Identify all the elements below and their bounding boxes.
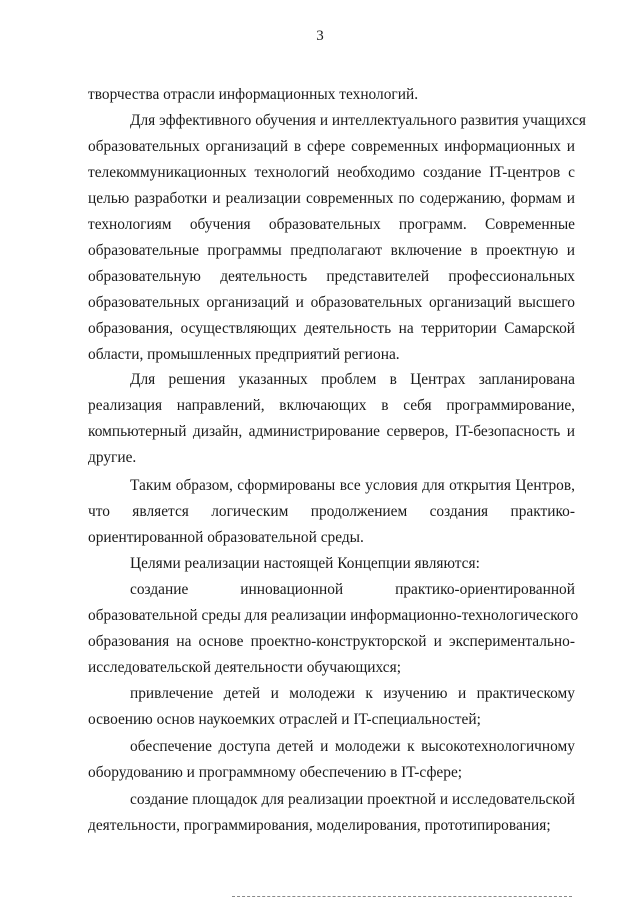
paragraph-directions (88, 367, 575, 471)
footer-divider (232, 896, 572, 897)
text-line: образовательные программы предполагают включение в проектную и (88, 242, 575, 259)
text-line: ориентированной образовательной среды. (88, 529, 364, 546)
text-line: образовательной среды для реализации информационно-технологического (88, 607, 579, 624)
text-line: образования, осуществляющих деятельность на территории Самарской (88, 320, 575, 337)
text-line: оборудованию и программному обеспечению в IT-сфере; (88, 764, 463, 781)
body-text (88, 82, 575, 108)
text-line: освоению основ наукоемких отраслей и IT-специальностей; (88, 711, 481, 728)
text-line: образовательных организаций и образовательных организаций высшего (88, 294, 575, 311)
text-line: целью разработки и реализации современных по содержанию, формам и (88, 190, 575, 207)
text-line: что является логическим продолжением создания практико- (88, 503, 575, 520)
paragraph-goals-heading (88, 551, 575, 577)
text-line: Целями реализации настоящей Концепции являются: (130, 555, 480, 572)
goal-item-2 (88, 681, 575, 733)
page-number: 3 (316, 28, 324, 44)
text-line: образования на основе проектно-конструкторской и экспериментально- (88, 633, 575, 650)
text-line: Таким образом, сформированы все условия для открытия Центров, (130, 477, 575, 494)
goal-item-3 (88, 734, 575, 786)
paragraph-it-centers (88, 108, 586, 368)
text-line: обеспечение доступа детей и молодежи к высокотехнологичному (130, 738, 575, 755)
text-line: образовательных организаций в сфере современных информационных и (88, 138, 575, 155)
text-line: телекоммуникационных технологий необходимо создание IT-центров с (88, 164, 575, 181)
text-line: реализация направлений, включающих в себя программирование, (88, 397, 575, 414)
text-line: Для решения указанных проблем в Центрах запланирована (130, 371, 575, 388)
goal-item-1 (88, 577, 579, 681)
text-line: привлечение детей и молодежи к изучению и практическому (130, 685, 575, 702)
paragraph-conditions (88, 473, 575, 551)
text-line: исследовательской деятельности обучающихся; (88, 659, 401, 676)
text-line: области, промышленных предприятий региона. (88, 346, 400, 363)
text-line: создание инновационной практико-ориентированной (130, 581, 575, 598)
goal-item-4 (88, 787, 575, 839)
text-line: Для эффективного обучения и интеллектуального развития учащихся (130, 112, 586, 129)
text-line: создание площадок для реализации проектной и исследовательской (130, 791, 575, 808)
text-line: образовательную деятельность представителей профессиональных (88, 268, 575, 285)
text-line: деятельности, программирования, моделирования, прототипирования; (88, 817, 551, 834)
text-line: другие. (88, 449, 137, 466)
text-line: технологиям обучения образовательных программ. Современные (88, 216, 575, 233)
text-line: творчества отрасли информационных технологий. (88, 86, 419, 103)
text-line: компьютерный дизайн, администрирование серверов, IT-безопасность и (88, 423, 575, 440)
